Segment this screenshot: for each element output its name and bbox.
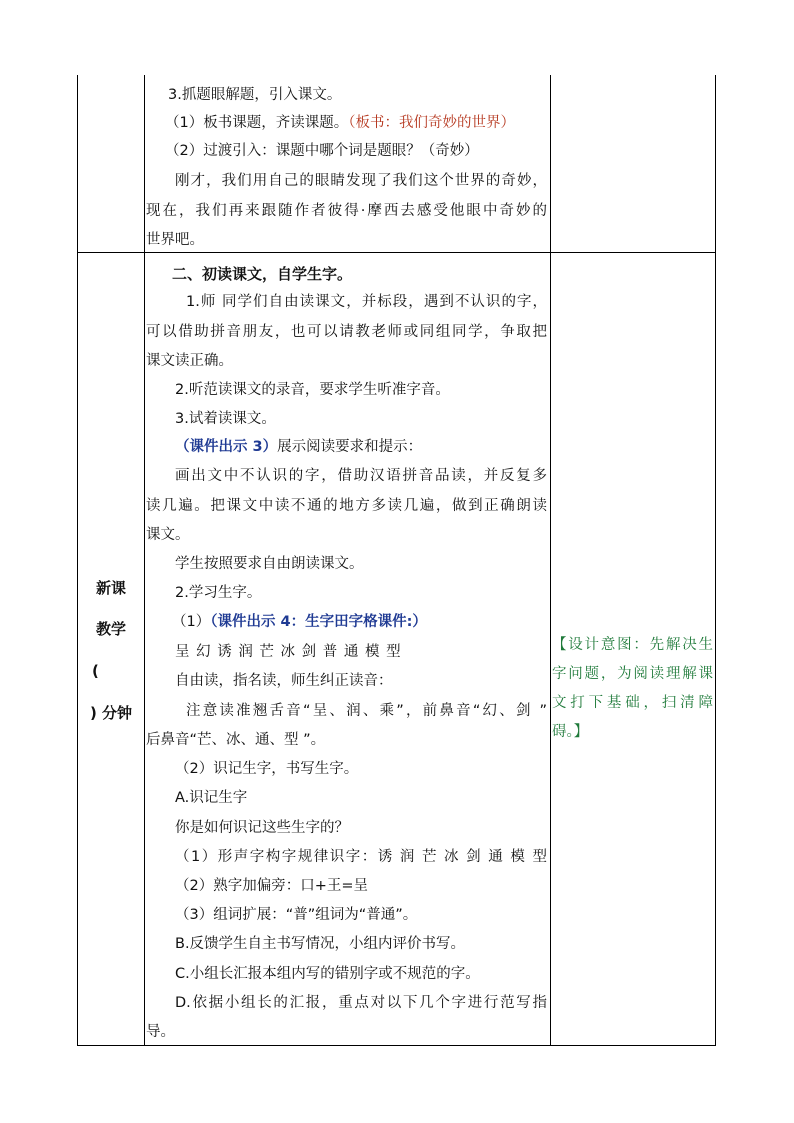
table-border-col1 [144, 75, 145, 1046]
main-p15: （2）熟字加偏旁：口+王=呈 [175, 878, 369, 894]
main-p17: B.反馈学生自主书写情况，小组内评价书写。 [175, 936, 466, 952]
main-p7: 2.学习生字。 [175, 585, 262, 601]
main-p8-prefix: （1） [172, 614, 211, 630]
new-characters: 呈 幻 诱 润 芒 冰 剑 普 通 模 型 [175, 644, 402, 660]
main-p11: （2）识记生字，书写生字。 [175, 761, 359, 777]
main-p1-line-2: 可以借助拼音朋友，也可以请教老师或同组同学，争取把 [146, 324, 547, 340]
table-border-col2 [550, 75, 551, 1046]
upper-line-3: （2）过渡引入：课题中哪个词是题眼？（奇妙） [165, 143, 479, 159]
main-p19-line-1: D.依据小组长的汇报，重点对以下几个字进行范写指 [175, 995, 547, 1011]
design-intent-line-4: 碍。】 [552, 724, 589, 740]
main-p14: （1）形声字构字规律识字：诱 润 芒 冰 剑 通 模 型 [175, 849, 547, 865]
section-heading: 二、初读课文，自学生字。 [172, 265, 353, 283]
main-p8 [172, 612, 427, 632]
table-border-left [77, 75, 78, 1046]
main-p16: （3）组词扩展：“普”组词为“普通”。 [175, 907, 418, 923]
courseware-note-4: （课件出示 4：生字田字格课件:） [210, 614, 427, 630]
upper-line-5: 现在，我们再来跟随作者彼得·摩西去感受他眼中奇妙的 [146, 203, 547, 219]
upper-line-2-text: （1）板书课题，齐读课题。 [165, 115, 349, 131]
main-p12: A.识记生字 [175, 790, 248, 806]
design-intent-line-3: 文打下基础，扫清障 [552, 695, 713, 711]
upper-line-4: 刚才，我们用自己的眼睛发现了我们这个世界的奇妙， [175, 173, 547, 189]
section-label-line-1: 新课 [95, 579, 126, 597]
design-intent-line-1: 【设计意图：先解决生 [552, 637, 713, 653]
upper-line-1: 3.抓题眼解题，引入课文。 [168, 87, 342, 103]
section-label-line-2: 教学 [95, 620, 126, 638]
upper-line-2 [165, 113, 515, 133]
table-row-divider [77, 252, 716, 253]
main-p10-line-1: 注意读准翘舌音“呈、润、乘”，前鼻音“幻、剑 ” [186, 703, 547, 719]
main-p5-line-1: 画出文中不认识的字，借助汉语拼音品读，并反复多 [175, 468, 547, 484]
main-p6: 学生按照要求自由朗读课文。 [175, 556, 364, 572]
courseware-note-3: （课件出示 3） [175, 439, 278, 455]
main-p1-line-1: 1.师 同学们自由读课文，并标段，遇到不认识的字， [186, 294, 547, 310]
main-p18: C.小组长汇报本组内写的错别字或不规范的字。 [175, 966, 480, 982]
main-p5-line-3: 课文。 [146, 527, 190, 543]
main-p19-line-2: 导。 [146, 1024, 175, 1040]
main-p9: 自由读，指名读，师生纠正读音： [175, 673, 393, 689]
upper-line-6: 世界吧。 [146, 232, 204, 248]
main-p13: 你是如何识记这些生字的？ [175, 820, 349, 836]
section-label-line-3: ( [92, 662, 99, 680]
main-p1-line-3: 课文读正确。 [146, 353, 233, 369]
main-p2: 2.听范读课文的录音，要求学生听准字音。 [175, 382, 450, 398]
design-intent-line-2: 字问题，为阅读理解课 [552, 666, 713, 682]
section-label-minutes: ) 分钟 [89, 704, 133, 722]
main-p4 [175, 437, 422, 457]
main-p4-text: 展示阅读要求和提示： [277, 439, 423, 455]
blackboard-note: （板书：我们奇妙的世界） [348, 115, 515, 131]
main-p5-line-2: 读几遍。把课文中读不通的地方多读几遍，做到正确朗读 [146, 498, 547, 514]
table-border-right [715, 75, 716, 1046]
main-p10-line-2: 后鼻音“芒、冰、通、型 ”。 [146, 732, 326, 748]
table-border-bottom [77, 1045, 716, 1046]
main-p3: 3.试着读课文。 [175, 411, 276, 427]
